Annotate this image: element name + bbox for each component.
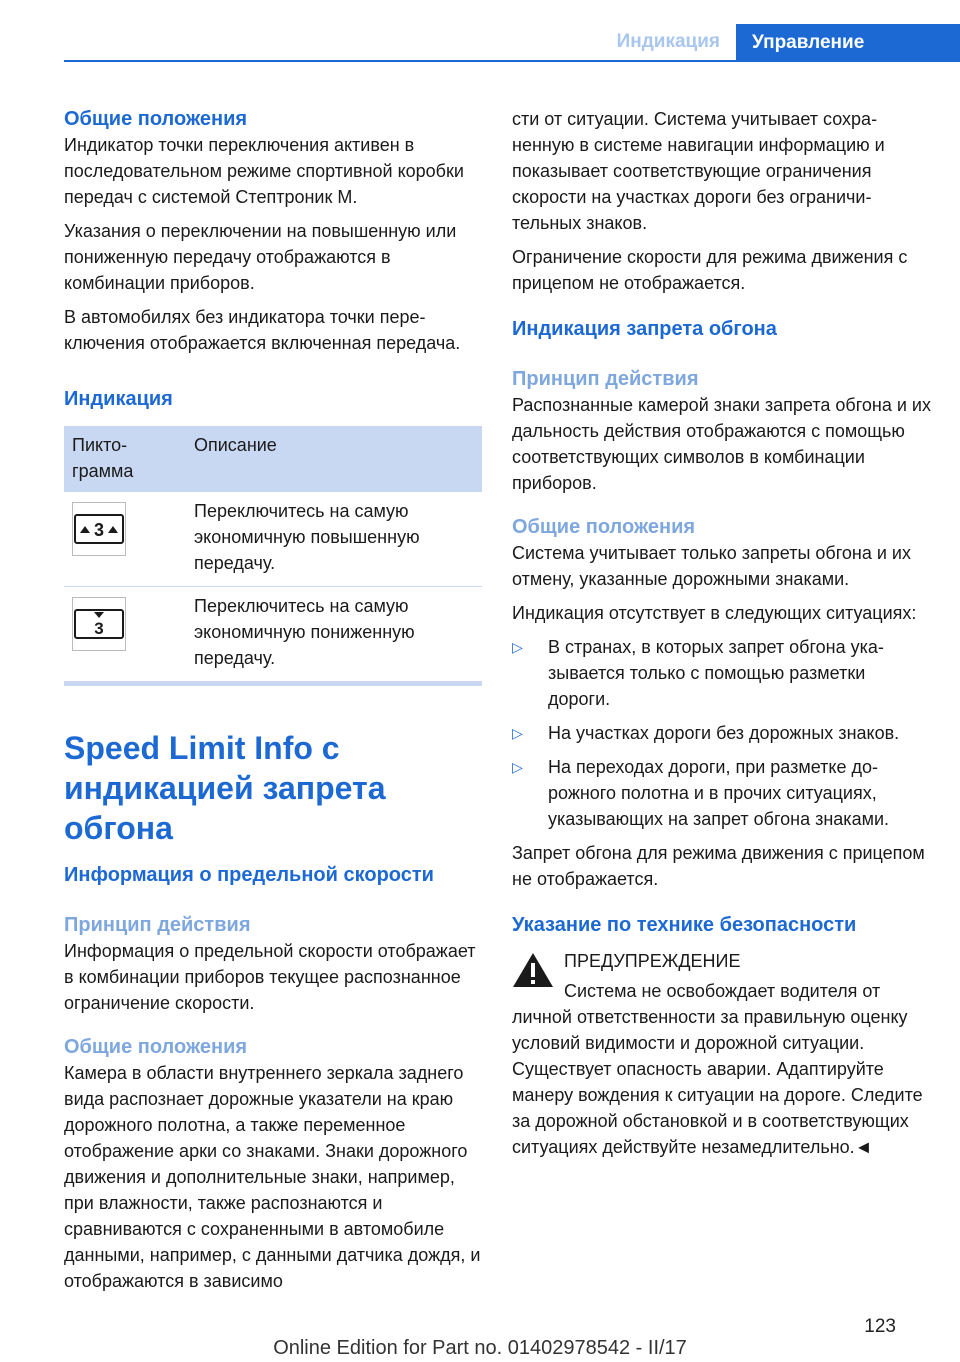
gear-digit: 3 <box>93 520 105 540</box>
paragraph: В автомобилях без индикатора точки переключения отображается включенная передача. <box>64 307 461 353</box>
paragraph: Указания о переключении на повышенную или пониженную передачу отображаются в комбинации приборов. <box>64 221 457 293</box>
header-tab-controls: Управление <box>736 24 960 62</box>
heading-general: Общие положения <box>64 108 248 130</box>
heading-general-right: Общие положения <box>512 516 696 538</box>
table-row <box>64 587 482 684</box>
heading-principle-right: Принцип действия <box>512 368 699 390</box>
paragraph: Распознанные камерой знаки запрета обгона и их дальность действия отображаются с помощью соответствующих символов в комбинации приборов. <box>512 395 931 493</box>
table-cell-description: Переключитесь на самую экономичную повышенную передачу. <box>186 492 482 587</box>
gear-digit: 3 <box>94 619 104 638</box>
heading-safety: Указание по технике безопасности <box>512 914 857 936</box>
table-row <box>64 492 482 587</box>
running-header <box>64 24 960 62</box>
paragraph: сти от ситуации. Система учитывает сохраненную в системе навигации информацию и показывает соответствующие ограничения скорости на участках дороги без ограничительных знаков. <box>512 109 885 233</box>
paragraph: Индикатор точки переключения активен в последовательном режиме спортивной коробки передач с системой Стептроник M. <box>64 135 464 207</box>
triangle-bullet-icon: ▷ <box>512 639 523 655</box>
downshift-arrow-icon <box>72 597 126 651</box>
table-header-pictogram: Пиктограмма <box>64 426 186 492</box>
paragraph: Индикация отсутствует в следующих ситуациях: <box>512 603 917 623</box>
paragraph: Камера в области внутреннего зеркала заднего вида распознает дорожные указатели на краю дорожного полотна, а также переменное отображение арки со знаками. Знаки дорожного движения и дополнительные знаки, например, при влажности, также распознаются и сравниваются с сохраненными в автомобиле данными, например, с данными датчика дождя, и отображаются в зависимо <box>64 1063 481 1291</box>
page-number: 123 <box>864 1316 896 1337</box>
indication-table <box>64 426 482 686</box>
heading-principle: Принцип действия <box>64 914 251 936</box>
heading-speed-limit-info: Speed Limit Info с индикацией запрета обгона <box>64 730 386 846</box>
list-item: ▷ В странах, в которых запрет обгона указывается только с помощью разметки дороги. <box>512 634 932 712</box>
paragraph: Ограничение скорости для режима движения с прицепом не отображается. <box>512 247 908 293</box>
right-column <box>512 106 932 1168</box>
list-item: ▷ На участках дороги без дорожных знаков. <box>512 720 932 746</box>
left-column <box>64 106 482 1302</box>
warning-title: ПРЕДУПРЕЖДЕНИЕ <box>564 951 741 971</box>
triangle-bullet-icon: ▷ <box>512 759 523 775</box>
header-tab-indication: Индикация <box>616 31 720 52</box>
warning-triangle-icon <box>512 952 554 993</box>
paragraph: Система учитывает только запреты обгона и их отмену, указанные дорожными знаками. <box>512 543 911 589</box>
footer-edition: Online Edition for Part no. 01402978542 - II/17 <box>273 1337 687 1359</box>
heading-speed-info: Информация о предельной скорости <box>64 864 434 886</box>
table-cell-description: Переключитесь на самую экономичную пониженную передачу. <box>194 596 415 668</box>
warning-text: Система не освобождает водителя от личной ответственности за правильную оценку условий видимости и дорожной ситуации. Существует опасность аварии. Адаптируйте манеру вождения к ситуации на дороге. Следите за дорожной обстановкой и в соответствующих ситуациях действуйте незамедлительно.◄ <box>512 981 923 1157</box>
list-item: ▷ На переходах дороги, при разметке дорожного полотна и в прочих ситуациях, указывающих на запрет обгона знаками. <box>512 754 932 832</box>
table-header-description: Описание <box>186 426 482 492</box>
triangle-bullet-icon: ▷ <box>512 725 523 741</box>
heading-general-2: Общие положения <box>64 1036 248 1058</box>
upshift-arrow-icon <box>72 502 126 556</box>
heading-indication: Индикация <box>64 388 173 410</box>
paragraph: Запрет обгона для режима движения с прицепом не отображается. <box>512 843 925 889</box>
paragraph: Информация о предельной скорости отображает в комбинации приборов текущее распознанное ограничение скорости. <box>64 941 476 1013</box>
bullet-list <box>512 634 932 832</box>
heading-overtake-indication: Индикация запрета обгона <box>512 318 777 340</box>
warning-block <box>512 948 932 974</box>
